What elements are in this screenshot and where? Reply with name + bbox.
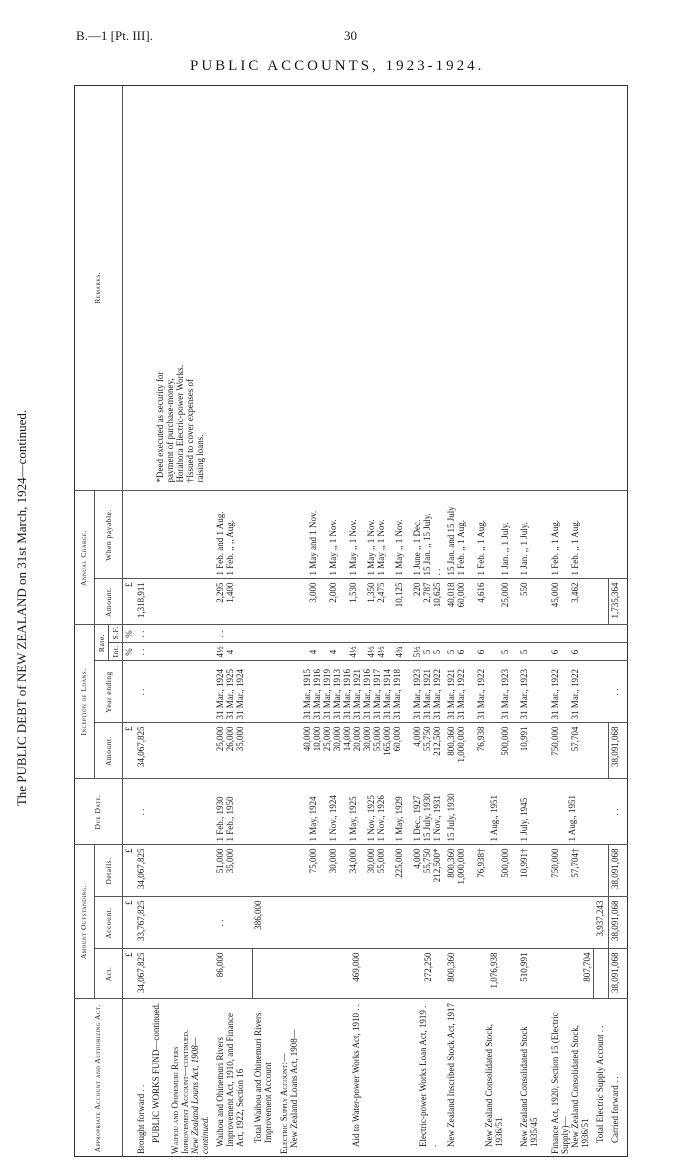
details-amount: 38,091,068: [609, 845, 628, 897]
col-header-act-account: Appropriate Account and Authorizing Act.: [74, 999, 122, 1157]
percent-symbol: %: [122, 625, 135, 643]
col-header-amount-outstanding: Amount Outstanding.: [74, 845, 94, 999]
leader-dots: . .: [136, 1084, 147, 1092]
details-amount: 55,750: [422, 848, 433, 874]
page-number: 30: [344, 28, 357, 43]
year-ending: . .: [135, 661, 150, 723]
account-heading: Waihou and Ohinemuri Rivers Improvement Account—continued.: [170, 1029, 191, 1154]
rate-int: 6: [550, 649, 561, 655]
when-payable: 1 Jan. ,, 1 July.: [499, 522, 510, 576]
rate-int: 6: [456, 649, 467, 655]
year-ending: 31 Mar., 1915: [301, 669, 312, 720]
col-header-rate: Rate.: [94, 625, 108, 661]
charge-amount: 3,462: [570, 582, 581, 603]
due-date: 1 Feb., 1930: [214, 796, 225, 842]
rate-int: 6: [570, 649, 581, 655]
due-date: 1 Aug., 1951: [549, 779, 594, 845]
when-payable: 15 Jan. and 15 July: [446, 506, 457, 576]
charge-amount: 1,350: [365, 582, 376, 603]
charge-amount: 25,000: [499, 582, 510, 608]
table-row: [609, 85, 628, 1157]
inception-amount: 4,000: [412, 726, 423, 747]
details-amount: 30,000: [327, 848, 338, 874]
inception-amount: 55,750: [422, 726, 433, 752]
when-payable: 1 May ,, 1 Nov.: [375, 519, 386, 576]
details-amount: 4,000: [412, 848, 423, 869]
fund-heading: PUBLIC WORKS FUND—continued.: [151, 1002, 162, 1143]
details-amount: 34,067,825: [135, 845, 150, 897]
charge-amount: 1,318,911: [135, 579, 150, 625]
charge-amount: 550: [518, 579, 550, 625]
details-amount: 55,000: [375, 848, 386, 874]
account-amount: 38,091,068: [609, 897, 628, 949]
when-payable: 1 May ,, 1 Nov.: [365, 519, 376, 576]
col-header-int: Int.: [108, 643, 122, 661]
act-amount: 469,000: [301, 949, 411, 999]
col-header-year-ending: Year ending: [94, 661, 122, 723]
col-header-amount: Amount.: [94, 723, 122, 779]
percent-symbol: %: [122, 643, 135, 661]
due-date: 1 May, 1929: [393, 796, 404, 842]
rate-int: 5: [422, 649, 433, 655]
act-amount: 38,091,068: [609, 949, 628, 999]
row-label: New Zealand Consolidated Stock 1935/45: [518, 1026, 539, 1147]
row-label: Total Electric Supply Account . .: [594, 1025, 605, 1143]
year-ending: 31 Mar., 1913: [331, 669, 342, 720]
charge-amount: 2,475: [375, 582, 386, 603]
inception-amount: 34,067,825: [135, 723, 150, 779]
inception-amount: 38,091,068: [609, 723, 628, 779]
rate-int: 4: [327, 649, 338, 655]
rate-int: 4½: [365, 646, 376, 658]
act-amount: 34,067,825: [135, 949, 150, 999]
row-label: Aid to Water-power Works Act, 1910 . .: [351, 1003, 362, 1147]
year-ending: 31 Mar., 1922: [570, 669, 581, 720]
year-ending: 31 Mar., 1924: [214, 669, 225, 720]
col-header-when-payable: When payable.: [94, 491, 122, 579]
charge-amount: 40,018: [446, 582, 457, 608]
inception-amount: 25,000: [214, 726, 225, 752]
remarks-cell: [135, 85, 609, 491]
inception-amount: 10,000: [311, 726, 322, 752]
row-label: Total Waihou and Ohinemuri Rivers Improvement Account: [253, 1012, 274, 1143]
rate-int: 4¾: [393, 646, 404, 658]
year-ending: 31 Mar., 1918: [391, 669, 402, 720]
rate-int: 5: [446, 649, 457, 655]
rate-int: 4½: [347, 646, 358, 658]
year-ending: 31 Mar., 1921: [446, 669, 457, 720]
rate-int: 5½: [412, 646, 423, 658]
year-ending: 31 Mar., 1925: [224, 669, 235, 720]
due-date: 15 July, 1930: [422, 793, 433, 842]
details-amount: 212,500*: [432, 848, 443, 883]
details-amount: 500,000: [499, 848, 510, 878]
col-header-act: Act.: [94, 949, 122, 999]
due-date: 1 Nov., 1931: [432, 795, 443, 842]
due-date: 1 Dec., 1927: [412, 795, 423, 842]
due-date: 1 Aug., 1951: [471, 779, 518, 845]
due-date: 1 Feb., 1950: [224, 796, 235, 842]
rate-int: 4½: [375, 646, 386, 658]
rate-int: 5: [499, 649, 510, 655]
charge-amount: 4,616: [475, 582, 486, 603]
act-amount: 1,076,938: [471, 949, 518, 999]
when-payable: 1 Feb. ,, ,, Aug.: [224, 519, 235, 576]
year-ending: 31 Mar., 1922: [456, 669, 467, 720]
when-payable: 15 Jan. ,, 15 July.: [422, 513, 433, 576]
col-header-account: Account.: [94, 897, 122, 949]
when-payable: 1 May ,, 1 Nov.: [347, 519, 358, 576]
currency-symbol: £: [122, 845, 135, 897]
when-payable: 1 Jan. ,, 1 July.: [518, 491, 550, 579]
charge-amount: 1,530: [347, 582, 358, 603]
details-amount: 225,000: [393, 848, 404, 878]
inception-amount: 35,000: [234, 726, 245, 752]
year-ending: 31 Mar., 1916: [361, 669, 372, 720]
when-payable: 1 May ,, 1 Nov.: [327, 519, 338, 576]
year-ending: . .: [609, 661, 628, 723]
year-ending: 31 Mar., 1922: [432, 669, 443, 720]
account-heading: Electric Supply Account:—: [278, 1053, 289, 1154]
year-ending: 31 Mar., 1924: [234, 669, 245, 720]
due-date: 1 May, 1925: [347, 796, 358, 842]
currency-symbol: £: [122, 897, 135, 949]
charge-amount: 220: [412, 582, 423, 596]
act-amount: 807,704: [549, 949, 594, 999]
year-ending: 31 Mar., 1916: [311, 669, 322, 720]
row-label: Carried forward . .: [609, 1076, 620, 1143]
inception-amount: 14,000: [341, 726, 352, 752]
inception-amount: 55,000: [371, 726, 382, 752]
year-ending: 31 Mar., 1921: [351, 669, 362, 720]
rate-sf: . .: [214, 625, 252, 643]
charge-amount: 10,625: [432, 582, 443, 608]
public-debt-table: [74, 85, 628, 1157]
inception-amount: 57,704: [570, 726, 581, 752]
col-header-remarks: Remarks.: [74, 85, 122, 491]
charge-amount: 1,735,364: [609, 579, 628, 625]
charge-amount: 1,400: [224, 582, 235, 603]
charge-amount: 2,000: [327, 582, 338, 603]
inception-amount: 60,000: [391, 726, 402, 752]
row-label: Brought forward: [136, 1093, 147, 1154]
year-ending: 31 Mar., 1923: [499, 669, 510, 720]
row-label: Waihou and Ohinemuri Rivers Improvement Act, 1910, and Finance Act, 1922, Section 16: [214, 1013, 245, 1147]
inception-amount: 10,991: [518, 723, 550, 779]
when-payable: 1 May and 1 Nov.: [307, 510, 318, 576]
due-date: 15 July, 1930: [445, 779, 470, 845]
act-amount: 272,250: [411, 949, 445, 999]
year-ending: 31 Mar., 1917: [371, 669, 382, 720]
when-payable: 1 Feb. and 1 Aug.: [214, 511, 225, 576]
details-amount: 75,000: [307, 848, 318, 874]
act-heading: New Zealand Loans Act, 1908—continued.: [190, 1037, 211, 1154]
due-date: 1 July, 1945: [518, 779, 550, 845]
act-amount: 86,000: [214, 949, 252, 999]
rate-int: 6: [475, 649, 486, 655]
row-label: New Zealand Consolidated Stock, 1936/51: [570, 1025, 591, 1148]
rate-int: . .: [135, 643, 150, 661]
rate-int: 4: [224, 649, 235, 655]
table-title: The PUBLIC DEBT of NEW ZEALAND on 31st March, 1924—continued.: [14, 409, 29, 807]
account-amount: . .: [214, 897, 252, 949]
remark-expenses: †Issued to cover expenses of raising loans.: [185, 379, 206, 483]
row-label: New Zealand Inscribed Stock Act, 1917: [446, 1003, 457, 1147]
year-ending: 31 Mar., 1919: [321, 669, 332, 720]
details-amount: 35,000: [224, 848, 235, 874]
charge-amount: 10,125: [393, 582, 404, 608]
details-amount: 750,000: [550, 848, 561, 878]
charge-amount: 2,295: [214, 582, 225, 603]
inception-amount: 30,000: [331, 726, 342, 752]
charge-amount: 3,000: [307, 582, 318, 603]
account-amount: 386,000: [252, 897, 277, 949]
due-date: . .: [135, 779, 150, 845]
remark-deed: *Deed executed as security for payment of purchase-money, Horahora Electric-power Works.: [155, 365, 186, 483]
rate-int: 4: [307, 649, 318, 655]
when-payable: 1 Feb. ,, 1 Aug.: [456, 519, 467, 576]
row-label: Electric-power Works Loan Act, 1919 . .: [418, 1005, 439, 1147]
rate-sf: . .: [135, 625, 150, 643]
inception-amount: 212,500: [432, 726, 443, 756]
inception-amount: 25,000: [321, 726, 332, 752]
year-ending: 31 Mar., 1914: [381, 669, 392, 720]
charge-amount: 45,000: [550, 582, 561, 608]
year-ending: 31 Mar., 1921: [422, 669, 433, 720]
act-amount: 800,360: [445, 949, 470, 999]
inception-amount: 30,000: [361, 726, 372, 752]
inception-amount: 800,360: [446, 726, 457, 756]
when-payable: 1 Feb. ,, 1 Aug.: [475, 519, 486, 576]
inception-amount: 26,000: [224, 726, 235, 752]
currency-symbol: £: [122, 723, 135, 779]
running-title: PUBLIC ACCOUNTS, 1923-1924.: [190, 58, 485, 74]
col-header-annual-charge: Annual Charge.: [74, 491, 94, 625]
charge-amount: 2,787: [422, 582, 433, 603]
details-amount: 1,000,000: [456, 848, 467, 885]
details-amount: 30,000: [365, 848, 376, 874]
table-row: [135, 85, 150, 1157]
due-date: 1 Nov., 1924: [327, 795, 338, 842]
inception-amount: 20,000: [351, 726, 362, 752]
act-heading: Finance Act, 1920, Section 15 (Electric Supply)—: [550, 1012, 571, 1154]
year-ending: 31 Mar., 1923: [412, 669, 423, 720]
when-payable: 1 Feb. ,, 1 Aug.: [570, 519, 581, 576]
due-date: 1 Nov., 1926: [375, 795, 386, 842]
details-amount: 76,938†: [475, 848, 486, 878]
rate-int: 5: [432, 649, 443, 655]
details-amount: 34,000: [347, 848, 358, 874]
col-header-sf: S.F.: [108, 625, 122, 643]
inception-amount: 750,000: [550, 726, 561, 756]
inception-amount: 40,000: [301, 726, 312, 752]
due-date: 1 Nov., 1925: [365, 795, 376, 842]
col-header-charge-amount: Amount.: [94, 579, 122, 625]
act-amount: 510,991: [518, 949, 550, 999]
details-amount: 800,360: [446, 848, 457, 878]
year-ending: 31 Mar., 1923: [518, 661, 550, 723]
due-date: 1 May, 1924: [307, 796, 318, 842]
when-payable: 1 May ,, 1 Nov.: [393, 519, 404, 576]
details-amount: 10,991†: [518, 845, 550, 897]
currency-symbol: £: [122, 579, 135, 625]
col-header-due-date: Due Date.: [74, 779, 122, 845]
when-payable: . .: [432, 568, 443, 576]
row-label: New Zealand Consolidated Stock, 1936/51: [484, 1024, 505, 1147]
rate-int: 5: [518, 643, 550, 661]
inception-amount: 500,000: [499, 726, 510, 756]
report-reference: B.—1 [Pt. III].: [76, 28, 153, 43]
col-header-details: Details.: [94, 845, 122, 897]
rate-int: 4½: [214, 646, 225, 658]
inception-amount: 1,000,000: [456, 726, 467, 763]
account-amount: 33,767,825: [135, 897, 150, 949]
account-amount: 3,937,243: [594, 897, 609, 949]
when-payable: 1 Feb. ,, 1 Aug.: [550, 519, 561, 576]
inception-amount: 165,000: [381, 726, 392, 756]
act-heading: New Zealand Loans Act, 1908—: [288, 1029, 299, 1148]
details-amount: 51,000: [214, 848, 225, 874]
currency-symbol: £: [122, 949, 135, 999]
when-payable: 1 June ,, 1 Dec.: [412, 519, 423, 576]
year-ending: 31 Mar., 1922: [550, 669, 561, 720]
due-date: . .: [609, 779, 628, 845]
col-header-inception: Inception of Loans.: [74, 625, 94, 779]
year-ending: 31 Mar., 1922: [475, 669, 486, 720]
year-ending: 31 Mar., 1916: [341, 669, 352, 720]
details-amount: 57,704†: [570, 848, 581, 878]
charge-amount: 60,000: [456, 582, 467, 608]
inception-amount: 76,938: [475, 726, 486, 752]
